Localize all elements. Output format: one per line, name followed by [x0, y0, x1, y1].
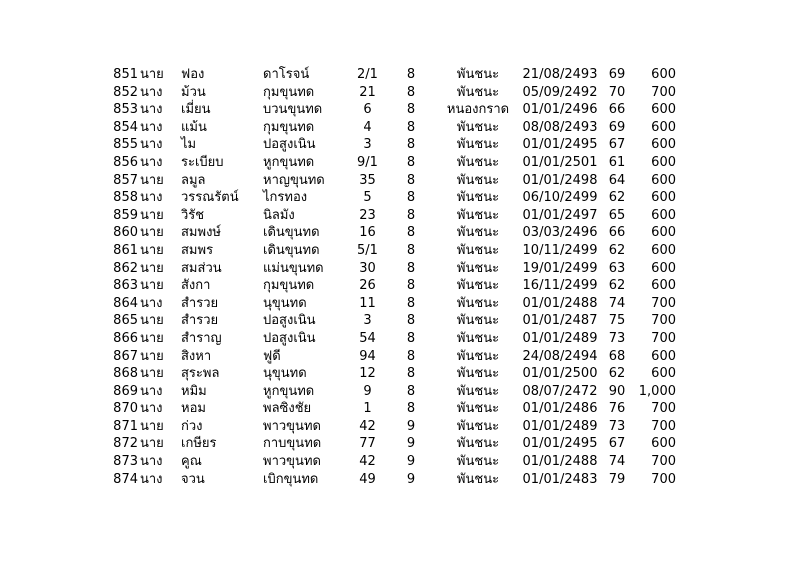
record-number: 853	[113, 102, 138, 118]
record-number: 866	[113, 330, 138, 346]
record-amount: 700	[651, 84, 676, 100]
record-subdistrict: พันชนะ	[456, 137, 500, 153]
record-amount: 600	[651, 366, 676, 382]
record-title: นาย	[140, 366, 164, 382]
table-row	[0, 136, 800, 154]
table-row	[0, 418, 800, 436]
record-last-name: นุขุนทด	[263, 295, 307, 311]
record-house-number: 5	[363, 190, 372, 206]
record-birthdate: 01/01/2496	[522, 102, 598, 118]
record-last-name: นิลมัง	[263, 207, 295, 223]
record-house-number: 42	[359, 418, 376, 434]
record-age: 66	[608, 102, 626, 118]
record-first-name: สมพงษ์	[181, 225, 221, 241]
record-birthdate: 01/01/2489	[522, 418, 598, 434]
record-village-number: 8	[406, 242, 416, 258]
record-list	[0, 66, 800, 488]
record-title: นาง	[140, 190, 163, 206]
record-house-number: 54	[359, 330, 376, 346]
record-village-number: 8	[406, 84, 416, 100]
record-age: 67	[608, 436, 626, 452]
record-first-name: สังกา	[181, 278, 211, 294]
record-amount: 700	[651, 401, 676, 417]
record-title: นาย	[140, 207, 164, 223]
record-age: 65	[608, 207, 626, 223]
record-first-name: สิงหา	[181, 348, 212, 364]
table-row	[0, 154, 800, 172]
record-number: 855	[113, 137, 138, 153]
record-age: 74	[608, 454, 626, 470]
record-last-name: หูกขุนทด	[263, 383, 315, 399]
record-birthdate: 01/01/2488	[522, 454, 598, 470]
table-row	[0, 224, 800, 242]
record-number: 851	[113, 67, 138, 82]
table-row	[0, 277, 800, 295]
record-first-name: สมส่วน	[181, 260, 222, 276]
record-birthdate: 05/09/2492	[522, 84, 598, 100]
record-village-number: 8	[406, 172, 416, 188]
record-amount: 700	[651, 313, 676, 329]
record-village-number: 8	[406, 313, 416, 329]
record-house-number: 5/1	[357, 242, 378, 258]
record-number: 863	[113, 278, 138, 294]
record-number: 872	[113, 436, 138, 452]
record-house-number: 94	[359, 348, 376, 364]
record-subdistrict: พันชนะ	[456, 454, 500, 470]
record-amount: 600	[651, 260, 676, 276]
record-village-number: 9	[406, 436, 416, 452]
record-first-name: สำราญ	[181, 330, 222, 346]
record-village-number: 9	[406, 454, 416, 470]
record-last-name: ปอสูงเนิน	[263, 330, 316, 346]
record-age: 79	[608, 471, 626, 487]
record-first-name: ระเบียบ	[181, 154, 224, 170]
record-title: นาย	[140, 260, 164, 276]
record-title: นาย	[140, 418, 164, 434]
record-village-number: 8	[406, 207, 416, 223]
record-birthdate: 01/01/2489	[522, 330, 598, 346]
record-birthdate: 01/01/2497	[522, 207, 598, 223]
record-amount: 600	[651, 207, 676, 223]
record-first-name: สำรวย	[181, 295, 219, 311]
record-age: 61	[608, 154, 626, 170]
record-last-name: หาญขุนทด	[263, 172, 325, 188]
record-subdistrict: พันชนะ	[456, 330, 500, 346]
table-row	[0, 365, 800, 383]
record-last-name: กุมขุนทด	[263, 278, 315, 294]
record-first-name: ลมูล	[181, 172, 206, 188]
record-house-number: 49	[359, 471, 376, 487]
record-title: นาง	[140, 295, 163, 311]
record-amount: 600	[651, 102, 676, 118]
record-title: นาย	[140, 330, 164, 346]
record-number: 867	[113, 348, 138, 364]
record-birthdate: 01/01/2488	[522, 295, 598, 311]
table-row	[0, 312, 800, 330]
record-age: 75	[608, 313, 626, 329]
record-amount: 600	[651, 242, 676, 258]
record-title: นาง	[140, 383, 163, 399]
table-row	[0, 119, 800, 137]
record-number: 854	[113, 119, 138, 135]
record-first-name: สุระพล	[181, 366, 220, 382]
record-age: 76	[608, 401, 626, 417]
record-amount: 700	[651, 418, 676, 434]
record-first-name: ฟอง	[181, 67, 205, 82]
record-amount: 600	[651, 436, 676, 452]
record-amount: 600	[651, 172, 676, 188]
record-age: 90	[608, 383, 626, 399]
table-row	[0, 172, 800, 190]
record-amount: 600	[651, 278, 676, 294]
record-subdistrict: หนองกราด	[446, 102, 510, 118]
table-row	[0, 383, 800, 401]
record-house-number: 12	[359, 366, 376, 382]
record-house-number: 9	[363, 383, 372, 399]
record-title: นาง	[140, 102, 163, 118]
record-birthdate: 10/11/2499	[522, 242, 598, 258]
record-village-number: 9	[406, 418, 416, 434]
record-subdistrict: พันชนะ	[456, 84, 500, 100]
record-number: 857	[113, 172, 138, 188]
record-title: นาย	[140, 278, 164, 294]
record-subdistrict: พันชนะ	[456, 172, 500, 188]
record-last-name: แม่นขุนทด	[263, 260, 324, 276]
record-amount: 700	[651, 330, 676, 346]
record-amount: 700	[651, 295, 676, 311]
record-house-number: 1	[363, 401, 372, 417]
record-last-name: ไกรทอง	[263, 190, 308, 206]
record-title: นาง	[140, 119, 163, 135]
record-number: 858	[113, 190, 138, 206]
record-title: นาย	[140, 172, 164, 188]
record-birthdate: 08/08/2493	[522, 119, 598, 135]
record-amount: 600	[651, 154, 676, 170]
record-village-number: 8	[406, 295, 416, 311]
table-row	[0, 189, 800, 207]
table-row	[0, 400, 800, 418]
record-birthdate: 06/10/2499	[522, 190, 598, 206]
record-birthdate: 01/01/2501	[522, 154, 598, 170]
record-last-name: พาวขุนทด	[263, 454, 321, 470]
record-subdistrict: พันชนะ	[456, 471, 500, 487]
record-subdistrict: พันชนะ	[456, 154, 500, 170]
record-house-number: 4	[363, 119, 372, 135]
record-number: 871	[113, 418, 138, 434]
table-row	[0, 435, 800, 453]
record-last-name: พลซิงชัย	[263, 401, 312, 417]
record-number: 860	[113, 225, 138, 241]
record-last-name: หูกขุนทด	[263, 154, 315, 170]
table-row	[0, 207, 800, 225]
record-first-name: สมพร	[181, 242, 214, 258]
record-number: 869	[113, 383, 138, 399]
record-first-name: หอม	[181, 401, 206, 417]
record-subdistrict: พันชนะ	[456, 348, 500, 364]
record-first-name: เกษียร	[181, 436, 217, 452]
record-house-number: 77	[359, 436, 376, 452]
record-birthdate: 19/01/2499	[522, 260, 598, 276]
record-age: 62	[608, 190, 626, 206]
table-row	[0, 66, 800, 84]
record-subdistrict: พันชนะ	[456, 67, 500, 82]
record-birthdate: 03/03/2496	[522, 225, 598, 241]
record-age: 73	[608, 418, 626, 434]
record-village-number: 8	[406, 260, 416, 276]
record-birthdate: 01/01/2483	[522, 471, 598, 487]
record-age: 73	[608, 330, 626, 346]
record-amount: 700	[651, 471, 676, 487]
record-number: 861	[113, 242, 138, 258]
record-village-number: 8	[406, 190, 416, 206]
record-first-name: เมี่ยน	[181, 102, 211, 118]
record-age: 70	[608, 84, 626, 100]
record-village-number: 8	[406, 154, 416, 170]
record-number: 864	[113, 295, 138, 311]
record-subdistrict: พันชนะ	[456, 207, 500, 223]
record-first-name: สำรวย	[181, 313, 219, 329]
record-amount: 600	[651, 225, 676, 241]
record-title: นาง	[140, 137, 163, 153]
record-birthdate: 08/07/2472	[522, 383, 598, 399]
record-subdistrict: พันชนะ	[456, 383, 500, 399]
record-house-number: 42	[359, 454, 376, 470]
record-title: นาง	[140, 154, 163, 170]
record-house-number: 23	[359, 207, 376, 223]
table-row	[0, 101, 800, 119]
record-village-number: 8	[406, 102, 416, 118]
record-village-number: 8	[406, 119, 416, 135]
record-house-number: 26	[359, 278, 376, 294]
table-row	[0, 84, 800, 102]
record-number: 868	[113, 366, 138, 382]
record-village-number: 8	[406, 366, 416, 382]
record-amount: 600	[651, 190, 676, 206]
record-birthdate: 24/08/2494	[522, 348, 598, 364]
record-last-name: กุมขุนทด	[263, 84, 315, 100]
record-last-name: กาบขุนทด	[263, 436, 322, 452]
table-row	[0, 471, 800, 489]
record-last-name: บวนขุนทด	[263, 102, 323, 118]
record-age: 67	[608, 137, 626, 153]
record-house-number: 21	[359, 84, 376, 100]
record-house-number: 3	[363, 137, 372, 153]
record-last-name: ปอสูงเนิน	[263, 137, 316, 153]
record-village-number: 8	[406, 348, 416, 364]
record-house-number: 2/1	[357, 67, 378, 82]
record-last-name: เบิกขุนทด	[263, 471, 319, 487]
record-amount: 600	[651, 137, 676, 153]
record-village-number: 8	[406, 401, 416, 417]
record-title: นาย	[140, 436, 164, 452]
record-village-number: 8	[406, 383, 416, 399]
record-age: 64	[608, 172, 626, 188]
record-title: นาง	[140, 454, 163, 470]
record-subdistrict: พันชนะ	[456, 260, 500, 276]
record-subdistrict: พันชนะ	[456, 190, 500, 206]
record-birthdate: 01/01/2500	[522, 366, 598, 382]
record-birthdate: 21/08/2493	[522, 67, 598, 82]
record-title: นาง	[140, 84, 163, 100]
record-amount: 700	[651, 454, 676, 470]
record-subdistrict: พันชนะ	[456, 278, 500, 294]
record-subdistrict: พันชนะ	[456, 295, 500, 311]
record-title: นาย	[140, 67, 164, 82]
record-amount: 1,000	[638, 383, 676, 399]
record-first-name: แม้น	[181, 119, 207, 135]
record-birthdate: 01/01/2495	[522, 436, 598, 452]
record-amount: 600	[651, 67, 676, 82]
record-age: 62	[608, 278, 626, 294]
record-age: 69	[608, 119, 626, 135]
record-age: 63	[608, 260, 626, 276]
record-last-name: ฟูดี	[263, 348, 281, 364]
record-subdistrict: พันชนะ	[456, 436, 500, 452]
record-village-number: 9	[406, 471, 416, 487]
record-first-name: ก่วง	[181, 418, 203, 434]
record-subdistrict: พันชนะ	[456, 242, 500, 258]
record-house-number: 16	[359, 225, 376, 241]
record-age: 62	[608, 366, 626, 382]
table-row	[0, 348, 800, 366]
record-age: 62	[608, 242, 626, 258]
record-number: 859	[113, 207, 138, 223]
record-birthdate: 01/01/2487	[522, 313, 598, 329]
record-subdistrict: พันชนะ	[456, 418, 500, 434]
record-amount: 600	[651, 119, 676, 135]
record-subdistrict: พันชนะ	[456, 366, 500, 382]
record-age: 69	[608, 67, 626, 82]
record-first-name: วิรัช	[181, 207, 205, 223]
record-last-name: ดาโรจน์	[263, 67, 310, 82]
record-number: 870	[113, 401, 138, 417]
record-title: นาย	[140, 313, 164, 329]
record-number: 862	[113, 260, 138, 276]
record-subdistrict: พันชนะ	[456, 225, 500, 241]
record-house-number: 3	[363, 313, 372, 329]
record-last-name: เดินขุนทด	[263, 225, 320, 241]
record-title: นาย	[140, 242, 164, 258]
record-age: 68	[608, 348, 626, 364]
record-house-number: 9/1	[357, 154, 378, 170]
record-first-name: จวน	[181, 471, 205, 487]
table-row	[0, 260, 800, 278]
table-row	[0, 295, 800, 313]
record-last-name: ปอสูงเนิน	[263, 313, 316, 329]
record-house-number: 30	[359, 260, 376, 276]
record-first-name: ม้วน	[181, 84, 206, 100]
table-row	[0, 242, 800, 260]
record-number: 874	[113, 471, 138, 487]
record-amount: 600	[651, 348, 676, 364]
table-row	[0, 330, 800, 348]
record-last-name: พาวขุนทด	[263, 418, 321, 434]
record-number: 865	[113, 313, 138, 329]
record-village-number: 8	[406, 67, 416, 82]
record-village-number: 8	[406, 278, 416, 294]
record-birthdate: 16/11/2499	[522, 278, 598, 294]
record-title: นาย	[140, 225, 164, 241]
record-village-number: 8	[406, 137, 416, 153]
record-title: นาย	[140, 348, 164, 364]
record-village-number: 8	[406, 225, 416, 241]
record-village-number: 8	[406, 330, 416, 346]
record-title: นาง	[140, 401, 163, 417]
record-last-name: นุขุนทด	[263, 366, 307, 382]
record-first-name: ไม	[181, 137, 197, 153]
record-age: 66	[608, 225, 626, 241]
record-subdistrict: พันชนะ	[456, 119, 500, 135]
record-title: นาง	[140, 471, 163, 487]
record-house-number: 35	[359, 172, 376, 188]
record-age: 74	[608, 295, 626, 311]
record-last-name: กุมขุนทด	[263, 119, 315, 135]
record-number: 852	[113, 84, 138, 100]
record-birthdate: 01/01/2498	[522, 172, 598, 188]
record-birthdate: 01/01/2486	[522, 401, 598, 417]
record-subdistrict: พันชนะ	[456, 401, 500, 417]
record-house-number: 11	[359, 295, 376, 311]
record-house-number: 6	[363, 102, 372, 118]
record-birthdate: 01/01/2495	[522, 137, 598, 153]
record-last-name: เดินขุนทด	[263, 242, 320, 258]
record-first-name: วรรณรัตน์	[181, 190, 239, 206]
record-number: 856	[113, 154, 138, 170]
record-subdistrict: พันชนะ	[456, 313, 500, 329]
record-first-name: คูณ	[181, 454, 202, 470]
record-first-name: หมิม	[181, 383, 207, 399]
record-number: 873	[113, 454, 138, 470]
table-row	[0, 453, 800, 471]
